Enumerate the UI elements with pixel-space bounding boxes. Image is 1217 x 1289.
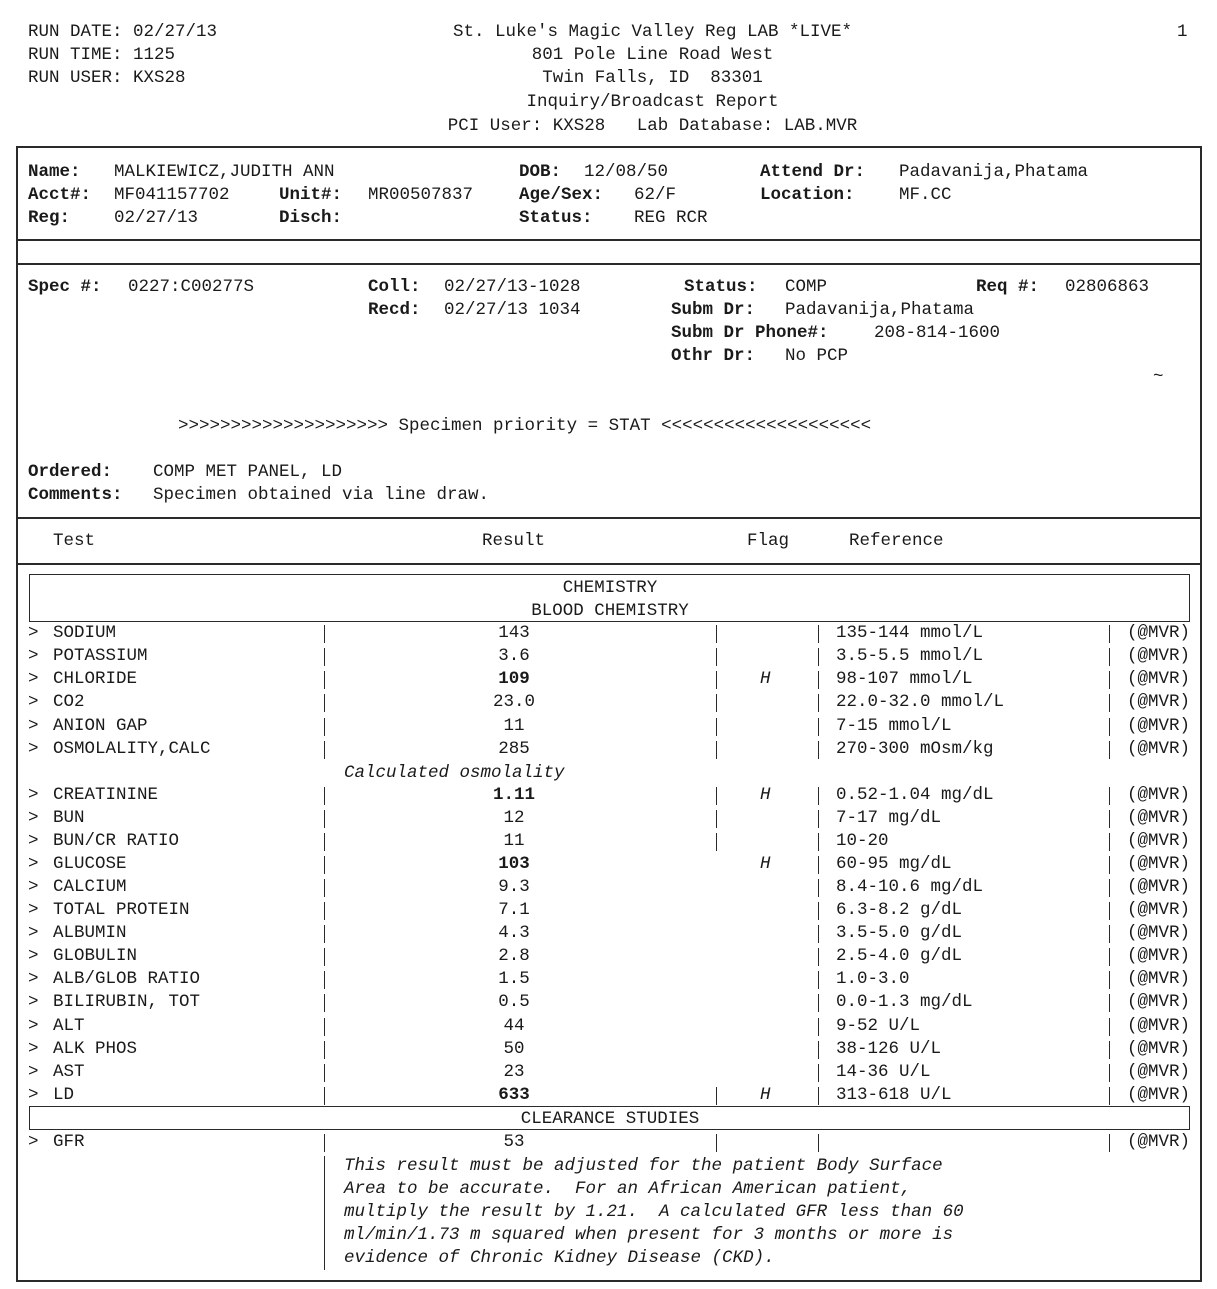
row-marker: >: [28, 923, 39, 943]
name-label: Name:: [28, 162, 81, 182]
performing-site: (@MVR): [1127, 877, 1191, 897]
test-name: POTASSIUM: [53, 646, 148, 666]
column-divider: [818, 671, 819, 689]
column-divider: [716, 741, 717, 759]
column-divider: [716, 833, 717, 851]
performing-site: (@MVR): [1127, 831, 1191, 851]
location: MF.CC: [899, 185, 952, 205]
row-marker: >: [28, 900, 39, 920]
test-result: 12: [503, 808, 525, 828]
test-result: 1.5: [498, 969, 530, 989]
reference-range: 6.3-8.2 g/dL: [836, 900, 963, 920]
row-marker: >: [28, 739, 39, 759]
reference-range: 3.5-5.0 g/dL: [836, 923, 963, 943]
column-divider: [818, 948, 819, 966]
column-divider: [324, 741, 325, 759]
column-divider: [716, 671, 717, 689]
column-divider: [1109, 1134, 1110, 1152]
column-divider: [324, 925, 325, 943]
column-divider: [324, 694, 325, 712]
column-divider: [716, 625, 717, 643]
performing-site: (@MVR): [1127, 992, 1191, 1012]
reference-range: 3.5-5.5 mmol/L: [836, 646, 984, 666]
column-divider: [818, 1087, 819, 1105]
column-divider: [818, 925, 819, 943]
patient-dob: 12/08/50: [584, 162, 669, 182]
performing-site: (@MVR): [1127, 1039, 1191, 1059]
column-divider: [1109, 625, 1110, 643]
report-name: Inquiry/Broadcast Report: [526, 92, 779, 112]
test-name: GFR: [53, 1132, 85, 1152]
unit-number: MR00507837: [368, 185, 474, 205]
column-divider: [324, 810, 325, 828]
row-marker: >: [28, 992, 39, 1012]
column-divider: [716, 1134, 717, 1152]
test-name: CREATININE: [53, 785, 159, 805]
submitting-doctor-phone: 208-814-1600: [874, 323, 1001, 343]
column-divider: [818, 718, 819, 736]
reference-range: 22.0-32.0 mmol/L: [836, 692, 1005, 712]
column-divider: [1109, 833, 1110, 851]
column-divider: [818, 856, 819, 874]
test-name: BUN: [53, 808, 85, 828]
column-divider: [818, 648, 819, 666]
requisition-number: 02806863: [1065, 277, 1150, 297]
row-marker: >: [28, 877, 39, 897]
performing-site: (@MVR): [1127, 969, 1191, 989]
column-divider: [818, 833, 819, 851]
run-time: RUN TIME: 1125: [28, 45, 176, 65]
gfr-note-line-5: evidence of Chronic Kidney Disease (CKD).: [344, 1248, 775, 1268]
test-name: BILIRUBIN, TOT: [53, 992, 201, 1012]
comments-label: Comments:: [28, 485, 123, 505]
test-result: 109: [498, 669, 530, 689]
test-name: OSMOLALITY,CALC: [53, 739, 211, 759]
column-divider: [324, 971, 325, 989]
attend-label: Attend Dr:: [760, 162, 866, 182]
reference-range: 8.4-10.6 mg/dL: [836, 877, 984, 897]
row-marker: >: [28, 1039, 39, 1059]
test-result: 44: [503, 1016, 525, 1036]
column-divider: [818, 879, 819, 897]
attending-doctor: Padavanija,Phatama: [899, 162, 1089, 182]
test-result: 23: [503, 1062, 525, 1082]
performing-site: (@MVR): [1127, 1062, 1191, 1082]
test-name: TOTAL PROTEIN: [53, 900, 190, 920]
column-divider: [1109, 718, 1110, 736]
column-divider: [818, 694, 819, 712]
row-marker: >: [28, 1085, 39, 1105]
column-divider: [324, 787, 325, 805]
test-name: ALBUMIN: [53, 923, 127, 943]
column-divider: [1109, 694, 1110, 712]
received-time: 02/27/13 1034: [444, 300, 581, 320]
test-result: 0.5: [498, 992, 530, 1012]
test-name: CALCIUM: [53, 877, 127, 897]
column-divider: [818, 1018, 819, 1036]
row-marker: >: [28, 623, 39, 643]
column-divider: [1109, 902, 1110, 920]
column-divider: [716, 787, 717, 805]
column-divider: [1109, 971, 1110, 989]
ordered-label: Ordered:: [28, 462, 113, 482]
column-divider: [324, 671, 325, 689]
performing-site: (@MVR): [1127, 739, 1191, 759]
test-name: BUN/CR RATIO: [53, 831, 180, 851]
performing-site: (@MVR): [1127, 1085, 1191, 1105]
test-result: 23.0: [492, 692, 535, 712]
column-divider: [818, 1041, 819, 1059]
gfr-note-line-2: Area to be accurate. For an African American patient,: [344, 1179, 912, 1199]
column-divider: [324, 718, 325, 736]
test-name: ANION GAP: [53, 716, 148, 736]
column-header-flag: Flag: [747, 531, 790, 551]
row-marker: >: [28, 785, 39, 805]
column-divider: [1109, 1018, 1110, 1036]
phone-label: Subm Dr Phone#:: [671, 323, 829, 343]
test-name: GLOBULIN: [53, 946, 138, 966]
performing-site: (@MVR): [1127, 646, 1191, 666]
column-divider: [716, 718, 717, 736]
test-name: ALT: [53, 1016, 85, 1036]
column-divider: [818, 902, 819, 920]
req-label: Req #:: [976, 277, 1040, 297]
column-divider: [818, 741, 819, 759]
specimen-status: COMP: [785, 277, 828, 297]
reference-range: 9-52 U/L: [836, 1016, 921, 1036]
column-divider: [324, 1134, 325, 1152]
specimen-number: 0227:C00277S: [128, 277, 255, 297]
column-divider: [324, 1064, 325, 1082]
coll-label: Coll:: [368, 277, 421, 297]
result-flag: H: [760, 785, 771, 805]
collection-time: 02/27/13-1028: [444, 277, 581, 297]
test-result: 633: [498, 1085, 530, 1105]
column-divider: [818, 971, 819, 989]
column-header-reference: Reference: [849, 531, 944, 551]
reference-range: 10-20: [836, 831, 889, 851]
row-marker: >: [28, 969, 39, 989]
column-divider: [1109, 925, 1110, 943]
location-label: Location:: [760, 185, 855, 205]
performing-site: (@MVR): [1127, 1016, 1191, 1036]
performing-site: (@MVR): [1127, 946, 1191, 966]
patient-status: REG RCR: [634, 208, 708, 228]
row-marker: >: [28, 854, 39, 874]
row-marker: >: [28, 669, 39, 689]
reference-range: 270-300 mOsm/kg: [836, 739, 994, 759]
test-name: AST: [53, 1062, 85, 1082]
row-marker: >: [28, 1016, 39, 1036]
column-header-test: Test: [53, 531, 96, 551]
subm-label: Subm Dr:: [671, 300, 756, 320]
reference-range: 0.0-1.3 mg/dL: [836, 992, 973, 1012]
column-divider: [1109, 787, 1110, 805]
facility-name: St. Luke's Magic Valley Reg LAB *LIVE*: [452, 22, 853, 42]
row-marker: >: [28, 831, 39, 851]
recd-label: Recd:: [368, 300, 421, 320]
test-name: SODIUM: [53, 623, 117, 643]
column-divider: [1109, 648, 1110, 666]
pci-user: PCI User: KXS28 Lab Database: LAB.MVR: [447, 116, 858, 136]
column-divider: [1109, 948, 1110, 966]
test-name: ALK PHOS: [53, 1039, 138, 1059]
column-divider: [818, 787, 819, 805]
test-result: 143: [498, 623, 530, 643]
column-divider: [1109, 671, 1110, 689]
performing-site: (@MVR): [1127, 1132, 1191, 1152]
row-marker: >: [28, 808, 39, 828]
reference-range: 0.52-1.04 mg/dL: [836, 785, 994, 805]
submitting-doctor: Padavanija,Phatama: [785, 300, 975, 320]
test-result: 2.8: [498, 946, 530, 966]
performing-site: (@MVR): [1127, 900, 1191, 920]
reference-range: 38-126 U/L: [836, 1039, 942, 1059]
column-divider: [324, 856, 325, 874]
row-marker: >: [28, 692, 39, 712]
test-name: CO2: [53, 692, 85, 712]
test-result: 285: [498, 739, 530, 759]
column-divider: [716, 694, 717, 712]
column-divider: [324, 948, 325, 966]
test-name: ALB/GLOB RATIO: [53, 969, 201, 989]
account-number: MF041157702: [114, 185, 230, 205]
reference-range: 7-17 mg/dL: [836, 808, 942, 828]
acct-label: Acct#:: [28, 185, 92, 205]
agesex-label: Age/Sex:: [519, 185, 604, 205]
column-divider: [716, 1087, 717, 1105]
reference-range: 98-107 mmol/L: [836, 669, 973, 689]
ordered-tests: COMP MET PANEL, LD: [153, 462, 343, 482]
row-marker: >: [28, 646, 39, 666]
test-result: 11: [503, 716, 525, 736]
facility-address-line1: 801 Pole Line Road West: [531, 45, 774, 65]
column-divider: [1109, 994, 1110, 1012]
performing-site: (@MVR): [1127, 785, 1191, 805]
row-marker: >: [28, 946, 39, 966]
column-divider: [324, 1087, 325, 1105]
reference-range: 60-95 mg/dL: [836, 854, 952, 874]
row-marker: >: [28, 1132, 39, 1152]
gfr-note-line-4: ml/min/1.73 m squared when present for 3 months or more is: [344, 1225, 954, 1245]
column-divider: [818, 1134, 819, 1152]
column-divider: [1109, 1041, 1110, 1059]
test-result: 50: [503, 1039, 525, 1059]
performing-site: (@MVR): [1127, 808, 1191, 828]
column-divider: [324, 902, 325, 920]
column-divider: [1109, 741, 1110, 759]
othr-label: Othr Dr:: [671, 346, 756, 366]
result-flag: H: [760, 1085, 771, 1105]
section-chemistry: CHEMISTRY: [562, 578, 658, 598]
performing-site: (@MVR): [1127, 623, 1191, 643]
column-divider: [818, 1064, 819, 1082]
column-divider: [1109, 879, 1110, 897]
performing-site: (@MVR): [1127, 923, 1191, 943]
test-result: 103: [498, 854, 530, 874]
test-name: CHLORIDE: [53, 669, 138, 689]
result-flag: H: [760, 669, 771, 689]
test-result: 9.3: [498, 877, 530, 897]
test-result: 3.6: [498, 646, 530, 666]
column-divider: [324, 648, 325, 666]
disch-label: Disch:: [279, 208, 343, 228]
age-sex: 62/F: [634, 185, 677, 205]
column-divider: [1109, 810, 1110, 828]
column-divider: [818, 994, 819, 1012]
facility-address-line2: Twin Falls, ID 83301: [542, 68, 763, 88]
column-divider: [1109, 856, 1110, 874]
run-user: RUN USER: KXS28: [28, 68, 186, 88]
performing-site: (@MVR): [1127, 716, 1191, 736]
tilde-mark: ~: [1153, 367, 1164, 387]
specimen-comments: Specimen obtained via line draw.: [153, 485, 490, 505]
performing-site: (@MVR): [1127, 854, 1191, 874]
test-name: GLUCOSE: [53, 854, 127, 874]
spec-label: Spec #:: [28, 277, 102, 297]
reg-label: Reg:: [28, 208, 71, 228]
performing-site: (@MVR): [1127, 669, 1191, 689]
status-label: Status:: [519, 208, 593, 228]
column-divider: [716, 648, 717, 666]
osmolality-note: Calculated osmolality: [344, 763, 565, 783]
row-marker: >: [28, 1062, 39, 1082]
test-result: 1.11: [492, 785, 535, 805]
column-divider: [324, 994, 325, 1012]
test-result: 11: [503, 831, 525, 851]
column-divider: [324, 1018, 325, 1036]
column-divider: [324, 879, 325, 897]
patient-name: MALKIEWICZ,JUDITH ANN: [114, 162, 335, 182]
result-flag: H: [760, 854, 771, 874]
performing-site: (@MVR): [1127, 692, 1191, 712]
dob-label: DOB:: [519, 162, 562, 182]
column-divider: [324, 1041, 325, 1059]
column-divider: [324, 833, 325, 851]
column-divider: [1109, 1064, 1110, 1082]
column-divider: [818, 625, 819, 643]
unit-label: Unit#:: [279, 185, 343, 205]
column-divider: [716, 810, 717, 828]
other-doctor: No PCP: [785, 346, 849, 366]
section-clearance-studies: CLEARANCE STUDIES: [520, 1109, 700, 1129]
gfr-note-line-1: This result must be adjusted for the patient Body Surface: [344, 1156, 943, 1176]
reference-range: 1.0-3.0: [836, 969, 910, 989]
reference-range: 313-618 U/L: [836, 1085, 952, 1105]
test-result: 4.3: [498, 923, 530, 943]
specimen-priority: >>>>>>>>>>>>>>>>>>>> Specimen priority = STAT <<<<<<<<<<<<<<<<<<<<: [178, 416, 872, 436]
registration-date: 02/27/13: [114, 208, 199, 228]
column-header-result: Result: [482, 531, 546, 551]
reference-range: 135-144 mmol/L: [836, 623, 984, 643]
page-number: 1: [1177, 22, 1188, 42]
spec-status-label: Status:: [684, 277, 758, 297]
test-name: LD: [53, 1085, 75, 1105]
test-result: 53: [503, 1132, 525, 1152]
test-result: 7.1: [498, 900, 530, 920]
column-divider: [324, 625, 325, 643]
reference-range: 7-15 mmol/L: [836, 716, 952, 736]
reference-range: 2.5-4.0 g/dL: [836, 946, 963, 966]
gfr-note-line-3: multiply the result by 1.21. A calculated GFR less than 60: [344, 1202, 964, 1222]
run-date: RUN DATE: 02/27/13: [28, 22, 218, 42]
column-divider: [818, 810, 819, 828]
row-marker: >: [28, 716, 39, 736]
section-blood-chemistry: BLOOD CHEMISTRY: [531, 601, 689, 621]
reference-range: 14-36 U/L: [836, 1062, 931, 1082]
column-divider: [1109, 1087, 1110, 1105]
